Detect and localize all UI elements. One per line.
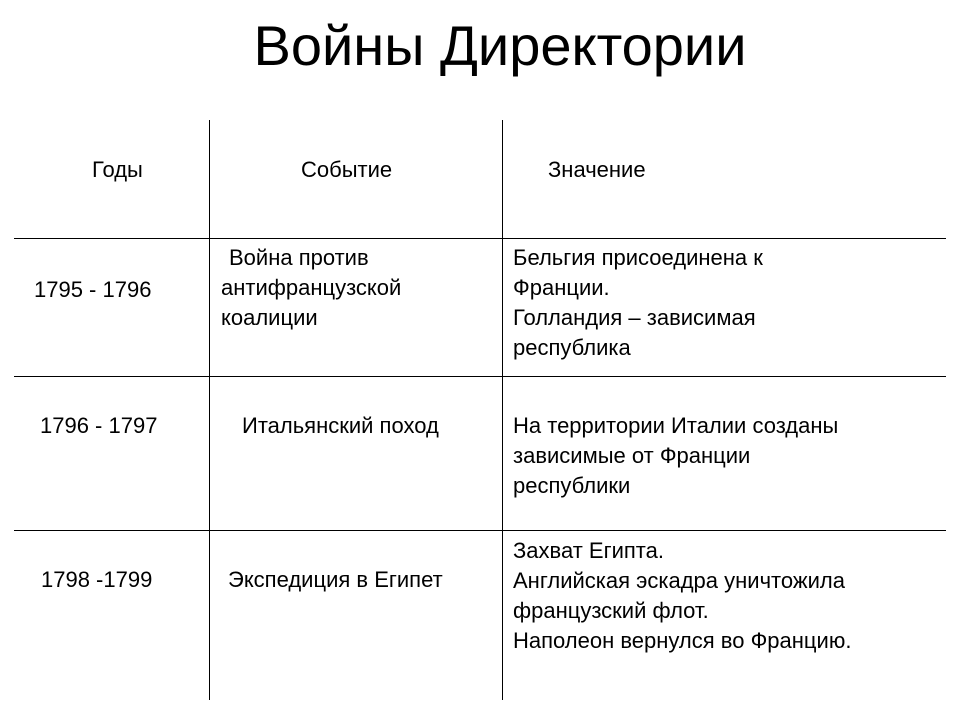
row-1-significance-line: Бельгия присоединена к <box>513 245 763 270</box>
row-1-event-line: коалиции <box>221 305 318 330</box>
row-1-event <box>221 243 401 333</box>
row-1-years: 1795 - 1796 <box>34 277 152 302</box>
row-3-significance-line: Захват Египта. <box>513 538 664 563</box>
row-2-event <box>242 411 439 441</box>
row-3-significance <box>513 536 851 656</box>
row-1-significance-line: Франции. <box>513 275 610 300</box>
row-3-significance-line: Наполеон вернулся во Францию. <box>513 628 852 653</box>
header-event: Событие <box>301 157 393 182</box>
row-3-event <box>228 565 443 595</box>
row-3-years: 1798 -1799 <box>41 567 153 592</box>
row-divider-1 <box>14 376 946 377</box>
row-2-significance-line: На территории Италии созданы <box>513 413 839 438</box>
row-2-event-line: Итальянский поход <box>242 413 439 438</box>
header-years: Годы <box>92 157 143 182</box>
row-3-event-line: Экспедиция в Египет <box>228 567 443 592</box>
slide-title: Войны Директории <box>253 14 747 77</box>
row-divider-2 <box>14 530 946 531</box>
row-2-significance-line: зависимые от Франции <box>513 443 751 468</box>
row-1-significance-line: республика <box>513 335 631 360</box>
row-3-significance-line: Английская эскадра уничтожила <box>513 568 845 593</box>
row-2-years: 1796 - 1797 <box>40 413 158 438</box>
row-2-significance-line: республики <box>513 473 631 498</box>
header-significance: Значение <box>548 157 646 182</box>
row-1-event-line: антифранцузской <box>221 275 402 300</box>
row-3-significance-line: французский флот. <box>513 598 709 623</box>
row-1-significance-line: Голландия – зависимая <box>513 305 756 330</box>
row-1-event-line: Война против <box>229 245 369 270</box>
row-1-significance <box>513 243 763 363</box>
column-divider-1 <box>209 120 210 700</box>
column-divider-2 <box>502 120 503 700</box>
row-divider-header <box>14 238 946 239</box>
row-2-significance <box>513 411 838 501</box>
